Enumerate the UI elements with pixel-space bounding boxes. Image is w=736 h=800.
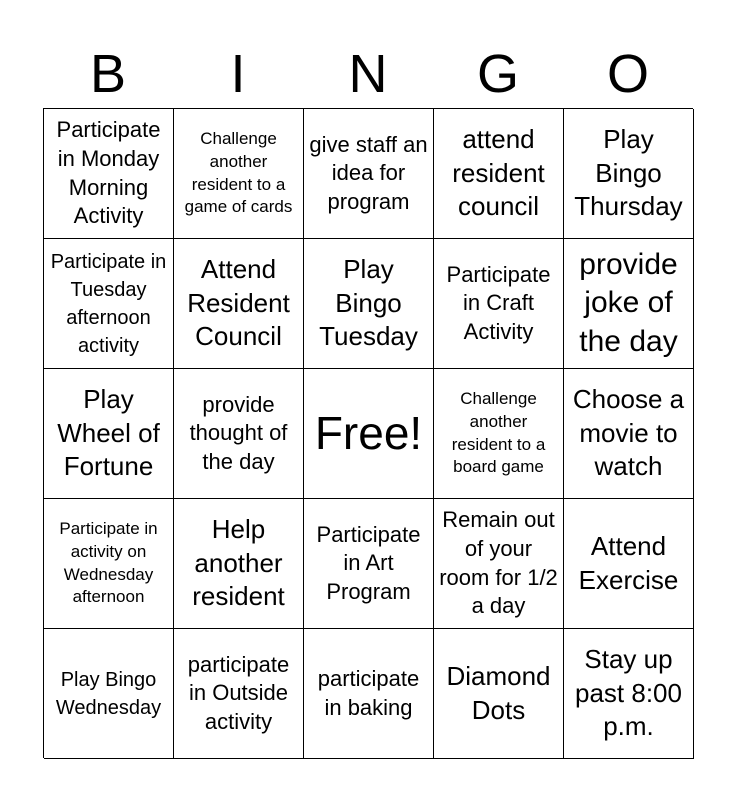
bingo-cell[interactable]: Participate in Tuesday afternoon activity (44, 239, 174, 369)
header-letter-g: G (476, 44, 519, 104)
header-letter-i: I (230, 44, 246, 104)
bingo-cell[interactable]: give staff an idea for program (304, 109, 434, 239)
bingo-cell[interactable]: participate in Outside activity (174, 629, 304, 759)
bingo-cell[interactable]: Choose a movie to watch (564, 369, 694, 499)
bingo-cell[interactable]: Participate in activity on Wednesday afternoon (44, 499, 174, 629)
bingo-cell[interactable]: Play Bingo Tuesday (304, 239, 434, 369)
header-letter-o: O (606, 44, 649, 104)
bingo-cell[interactable]: participate in baking (304, 629, 434, 759)
bingo-cell[interactable]: Challenge another resident to a board game (434, 369, 564, 499)
bingo-cell[interactable]: Attend Resident Council (174, 239, 304, 369)
bingo-cell[interactable]: Play Bingo Wednesday (44, 629, 174, 759)
header-letter-b: B (89, 44, 127, 104)
bingo-cell[interactable]: Participate in Craft Activity (434, 239, 564, 369)
bingo-board (43, 108, 693, 758)
bingo-cell[interactable]: provide thought of the day (174, 369, 304, 499)
bingo-cell[interactable]: Challenge another resident to a game of cards (174, 109, 304, 239)
bingo-cell[interactable]: Stay up past 8:00 p.m. (564, 629, 694, 759)
bingo-cell[interactable]: attend resident council (434, 109, 564, 239)
bingo-header (43, 40, 693, 108)
bingo-cell[interactable]: Help another resident (174, 499, 304, 629)
bingo-cell[interactable]: Play Bingo Thursday (564, 109, 694, 239)
bingo-cell[interactable]: Attend Exercise (564, 499, 694, 629)
header-letter-n: N (348, 44, 388, 104)
bingo-cell[interactable]: Diamond Dots (434, 629, 564, 759)
bingo-cell[interactable]: Play Wheel of Fortune (44, 369, 174, 499)
bingo-cell[interactable]: Remain out of your room for 1/2 a day (434, 499, 564, 629)
bingo-cell[interactable]: provide joke of the day (564, 239, 694, 369)
free-space-cell[interactable]: Free! (304, 369, 434, 499)
bingo-cell[interactable]: Participate in Art Program (304, 499, 434, 629)
bingo-cell[interactable]: Participate in Monday Morning Activity (44, 109, 174, 239)
